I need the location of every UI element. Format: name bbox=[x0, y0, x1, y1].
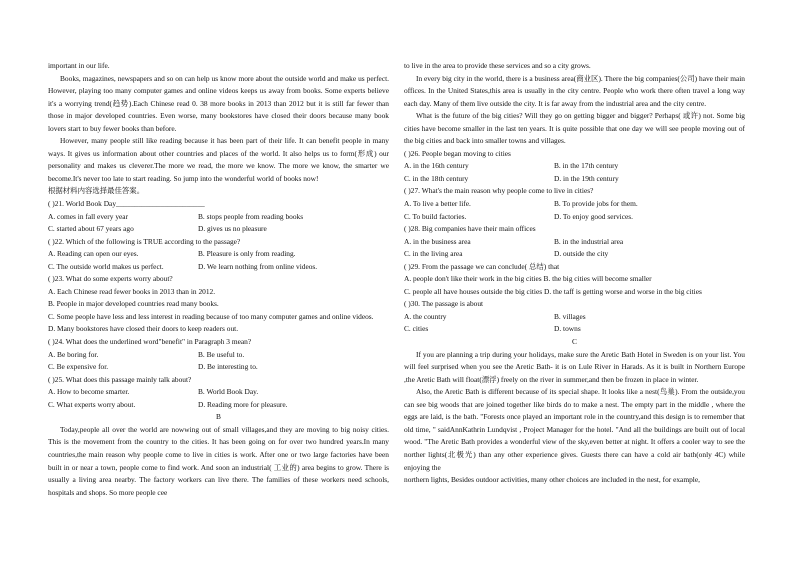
option-21-d: D. gives us no pleasure bbox=[198, 224, 267, 234]
question-26-options-row-2 bbox=[404, 173, 745, 186]
passage-c-paragraph-3: northern lights, Besides outdoor activities, many other choices are included in the nest, for example, bbox=[404, 475, 700, 485]
question-24-options-row-1 bbox=[48, 349, 389, 362]
question-28-options-row-2 bbox=[404, 248, 745, 261]
option-26-c: C. in the 18th century bbox=[404, 173, 469, 183]
option-24-c: C. Be expensive for. bbox=[48, 362, 109, 372]
option-25-b: B. World Book Day. bbox=[198, 387, 259, 397]
option-23-a: A. Each Chinese read fewer books in 2013 than in 2012. bbox=[48, 286, 216, 296]
option-27-b: B. To provide jobs for them. bbox=[554, 199, 638, 209]
option-24-b: B. Be useful to. bbox=[198, 349, 245, 359]
question-28: ( )28. Big companies have their main offices bbox=[404, 224, 536, 234]
option-26-b: B. in the 17th century bbox=[554, 161, 619, 171]
question-25: ( )25. What does this passage mainly talk about? bbox=[48, 374, 192, 384]
option-30-c: C. cities bbox=[404, 324, 429, 334]
question-27-options-row-2 bbox=[404, 211, 745, 224]
question-30: ( )30. The passage is about bbox=[404, 299, 484, 309]
option-27-a: A. To live a better life. bbox=[404, 199, 471, 209]
question-24: ( )24. What does the underlined word"benefit" in Paragraph 3 mean? bbox=[48, 337, 252, 347]
instruction: 根据材料内容选择最佳答案。 bbox=[48, 186, 145, 196]
question-22: ( )22. Which of the following is TRUE according to the passage? bbox=[48, 236, 241, 246]
passage-a-paragraph-2: Books, magazines, newspapers and so on can help us know more about the outside world and make us perfect. However, playing too many computer games and online videos keeps us away from books. Some experts believe it's a worrying trend(趋势).Each Chinese read 0. 38 more books in 2013 than 2012 but it is still far fewer than those in major developed countries. Even worse, many bookstores have closed their doors because many book lovers start to buy fewer books than before. bbox=[48, 73, 389, 133]
option-25-a: A. How to become smarter. bbox=[48, 387, 130, 397]
question-24-options-row-2 bbox=[48, 361, 389, 374]
right-column bbox=[404, 60, 745, 487]
passage-b-paragraph-3: What is the future of the big cities? Will they go on getting bigger and bigger? Perhaps( 或许) not. Some big cities have become smaller in the last ten years. It is quite possible that one day we will see people moving out of the big cities and back into smaller towns and villages. bbox=[404, 111, 745, 146]
section-c-heading: C bbox=[572, 337, 577, 347]
option-30-d: D. towns bbox=[554, 324, 581, 334]
question-30-options-row-1 bbox=[404, 311, 745, 324]
option-27-c: C. To build factories. bbox=[404, 211, 467, 221]
passage-b-paragraph-1-ending: to live in the area to provide these services and so a city grows. bbox=[404, 61, 591, 70]
question-23: ( )23. What do some experts worry about? bbox=[48, 274, 173, 284]
option-27-d: D. To enjoy good services. bbox=[554, 211, 633, 221]
passage-a-paragraph-3: However, many people still like reading because it has been part of their life. It can benefit people in many ways. It gives us information about other countries and places of the world. It also helps us to form(形成) our personality and makes us cleverer.The more we read, the more we know. The more we know, the smarter we become.It's never too late to start reading. So jump into the wonderful world of books now! bbox=[48, 136, 389, 183]
passage-c-paragraph-2: Also, the Aretic Bath is different because of its special shape. It looks like a nest(鸟巢). From the outside,you can see big woods that are joined together like birds do to make a nest. The empty part in the middle , where the eggs are laid, is the bath. "Forests once played an important role in the country,and this design is to remember that old time, " saidAnnKathrin Lundqvist , Project Manager for the hotel. "And all the buildings are built out of local wood. "The Aretic Bath provides a wonderful view of the sky,even better at night. It offers a cooler way to see the norther lights(北极光) than any other experience gives. Guests there can have a cold air bath(only 4C) while enjoying the bbox=[404, 387, 745, 472]
option-22-c: C. The outside world makes us perfect. bbox=[48, 261, 164, 271]
section-b-heading: B bbox=[216, 412, 221, 422]
passage-b-paragraph-2: In every big city in the world, there is a business area(商业区). There the big companies(公司) have their main offices. In the United States,this area is usually in the city centre. People who work there often travel a long way each day. Many of them live outside the city. It is far away from the industrial area and the city centre. bbox=[404, 73, 745, 108]
option-30-a: A. the country bbox=[404, 311, 447, 321]
option-23-d: D. Many bookstores have closed their doors to keep readers out. bbox=[48, 324, 239, 334]
option-22-a: A. Reading can open our eyes. bbox=[48, 249, 139, 259]
option-28-a: A. in the business area bbox=[404, 236, 471, 246]
option-21-c: C. started about 67 years ago bbox=[48, 224, 134, 234]
option-26-a: A. in the 16th century bbox=[404, 161, 469, 171]
question-30-options-row-2 bbox=[404, 323, 745, 336]
question-25-options-row-2 bbox=[48, 399, 389, 412]
option-26-d: D. in the 19th century bbox=[554, 173, 619, 183]
question-21-options-row-2 bbox=[48, 223, 389, 236]
question-27: ( )27. What's the main reason why people come to live in cities? bbox=[404, 186, 594, 196]
option-23-c: C. Some people have less and less interest in reading because of too many computer games and online videos. bbox=[48, 311, 374, 321]
question-28-options-row-1 bbox=[404, 236, 745, 249]
question-22-options-row-1 bbox=[48, 248, 389, 261]
passage-b-paragraph-1: Today,people all over the world are nowwing out of small villages,and they are moving to big noisy cities. This is the movement from the country to the cities. It has been going on for over two hundred years.In many countries,the main reason why people come to live in cities is work. After one or two large factories have been built in or near a town, people come to find work. And soon an industrial( 工业的) area begins to grow. There is usually a living area nearby. The factory workers can live there. The families of these workers need schools, hospitals and shops. So more people cee bbox=[48, 424, 389, 497]
option-30-b: B. villages bbox=[554, 311, 586, 321]
passage-a-ending: important in our life. bbox=[48, 61, 110, 70]
option-22-b: B. Pleasure is only from reading. bbox=[198, 249, 296, 259]
question-27-options-row-1 bbox=[404, 198, 745, 211]
option-25-d: D. Reading more for pleasure. bbox=[198, 399, 288, 409]
option-28-b: B. in the industrial area bbox=[554, 236, 624, 246]
question-25-options-row-1 bbox=[48, 386, 389, 399]
question-22-options-row-2 bbox=[48, 261, 389, 274]
passage-c-paragraph-1: If you are planning a trip during your holidays, make sure the Aretic Bath Hotel in Sweden is on your list. You will feel surprised when you see the Aretic Bath- it is on Lule River in Harads. As it is built in Northern Europe ,the Aretic Bath will float(漂浮) freely on the river in summer,and then be frozen in place in winter. bbox=[404, 349, 745, 384]
option-21-b: B. stops people from reading books bbox=[198, 211, 304, 221]
option-28-d: D. outside the city bbox=[554, 249, 609, 259]
question-29: ( )29. From the passage we can conclude( 总结) that bbox=[404, 261, 560, 271]
question-21-options-row-1 bbox=[48, 211, 389, 224]
option-23-b: B. People in major developed countries read many books. bbox=[48, 299, 219, 309]
option-24-d: D. Be interesting to. bbox=[198, 362, 258, 372]
question-26-options-row-1 bbox=[404, 160, 745, 173]
option-22-d: D. We learn nothing from online videos. bbox=[198, 261, 318, 271]
option-28-c: C. in the living area bbox=[404, 249, 463, 259]
option-21-a: A. comes in fall every year bbox=[48, 211, 129, 221]
left-column bbox=[48, 60, 389, 499]
question-21: ( )21. World Book Day________________________ bbox=[48, 199, 205, 209]
option-24-a: A. Be boring for. bbox=[48, 349, 99, 359]
option-25-c: C. What experts worry about. bbox=[48, 399, 136, 409]
options-29-a-b: A. people don't like their work in the big cities B. the big cities will become smaller bbox=[404, 274, 652, 284]
options-29-c-d: C. people all have houses outside the big cities D. the taff is getting worse and worse in the big cities bbox=[404, 286, 702, 296]
question-26: ( )26. People began moving to cities bbox=[404, 148, 511, 158]
